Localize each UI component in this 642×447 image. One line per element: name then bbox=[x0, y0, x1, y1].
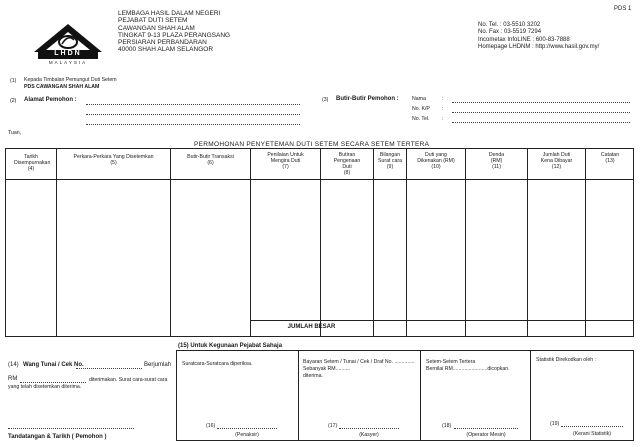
office-divider bbox=[530, 350, 531, 441]
section2-label: Alamat Pemohon : bbox=[24, 97, 77, 103]
salutation: Tuan, bbox=[8, 130, 22, 136]
col-label: Tarikh Disempurnakan bbox=[14, 154, 51, 166]
col-label: Perkara-Perkara Yang Disetemkan bbox=[73, 154, 154, 160]
col-divider bbox=[585, 148, 586, 337]
section14-number: (14) bbox=[8, 362, 19, 368]
applicant-signature-label: Tandatangan & Tarikh ( Pemohon ) bbox=[8, 434, 107, 440]
col-num: (12) bbox=[551, 164, 562, 170]
cashier-box-text: Bayaran Setem / Tunai / Cek / Draf No. .............. Sebanyak RM.......... bbox=[303, 359, 415, 372]
col-num: (4) bbox=[27, 166, 35, 172]
machine-box-text: Setem-Setem Tertera bbox=[426, 359, 476, 365]
received-text: diterimakan. Surat cara-surat cara bbox=[89, 377, 168, 383]
section14-label: Wang Tunai / Cek No. bbox=[23, 362, 84, 368]
cashier-signature-field[interactable] bbox=[339, 428, 399, 429]
col-num: (10) bbox=[431, 164, 441, 170]
col-header-instrument-count bbox=[374, 152, 406, 170]
office-line: PEJABAT DUTI SETEM bbox=[118, 17, 188, 25]
col-num: (11) bbox=[492, 164, 501, 170]
col-header-transaction bbox=[171, 154, 250, 166]
col-divider bbox=[250, 148, 251, 337]
applicant-name-label: Nama bbox=[412, 96, 426, 102]
col-label: Penilaian Untuk Mengira Duti bbox=[267, 152, 304, 164]
cheque-number-field[interactable] bbox=[76, 368, 142, 369]
col-divider bbox=[320, 148, 321, 337]
contact-line: No. Fax : 03-5519 7294 bbox=[478, 29, 542, 36]
statistics-clerk-role: (Kerani Statistik) bbox=[572, 431, 612, 437]
logo-initials: LHDN bbox=[54, 50, 82, 57]
machine-box-num: (18) bbox=[442, 423, 452, 429]
col-divider bbox=[465, 148, 466, 337]
col-divider bbox=[406, 148, 407, 337]
col-divider bbox=[527, 148, 528, 337]
col-divider bbox=[373, 148, 374, 337]
col-header-remarks bbox=[586, 152, 634, 164]
office-use-title: (15) Untuk Kegunaan Pejabat Sahaja bbox=[178, 343, 283, 349]
colon: : bbox=[442, 106, 444, 112]
applicant-name-field[interactable] bbox=[452, 102, 630, 103]
col-label: Bilangan Surat cara bbox=[378, 152, 402, 164]
assessor-box-num: (16) bbox=[206, 423, 216, 429]
office-line: LEMBAGA HASIL DALAM NEGERI bbox=[118, 10, 221, 17]
contact-line: No. Tel. : 03-5510 3202 bbox=[478, 22, 541, 28]
address-line-2[interactable] bbox=[86, 114, 300, 115]
col-label: Jumlah Duti Kena Dibayar bbox=[540, 152, 573, 164]
lhdn-logo bbox=[32, 22, 104, 66]
col-label: Denda (RM) bbox=[488, 152, 505, 164]
colon: : bbox=[442, 96, 444, 102]
office-divider bbox=[420, 350, 421, 441]
col-header-duty-details bbox=[321, 152, 373, 176]
applicant-ic-field[interactable] bbox=[452, 112, 630, 113]
colon: : bbox=[442, 116, 444, 122]
col-header-valuation bbox=[251, 152, 320, 170]
statistics-clerk-signature-field[interactable] bbox=[561, 426, 623, 427]
cashier-box-text2: diterima. bbox=[303, 373, 323, 379]
col-num: (9) bbox=[386, 164, 394, 170]
office-divider bbox=[298, 350, 299, 441]
table-total-divider bbox=[250, 320, 634, 321]
applicant-tel-label: No. Tel. bbox=[412, 116, 430, 122]
col-num: (13) bbox=[605, 158, 615, 164]
statistics-box-num: (19) bbox=[550, 421, 560, 427]
machine-box-text2: Bernilai RM........................dicopkan. bbox=[426, 366, 510, 372]
rm-label: RM bbox=[8, 376, 18, 382]
office-line: TINGKAT 9-13 PLAZA PERANGSANG bbox=[118, 31, 231, 39]
section1-line2: PDS CAWANGAN SHAH ALAM bbox=[24, 84, 100, 90]
col-header-date bbox=[6, 154, 56, 172]
address-line-1[interactable] bbox=[86, 104, 300, 105]
col-header-penalty bbox=[466, 152, 527, 170]
cashier-role: (Kasyer) bbox=[359, 432, 379, 438]
applicant-tel-field[interactable] bbox=[452, 122, 630, 123]
section3-number: (3) bbox=[322, 97, 329, 103]
contact-line: Homepage LHDNM : http://www.hasil.gov.my/ bbox=[478, 43, 600, 50]
col-header-items bbox=[57, 154, 170, 166]
amount-word: Berjumlah bbox=[144, 362, 172, 368]
received-note: yang telah disetemkan diterima. bbox=[8, 384, 82, 390]
col-num: (7) bbox=[282, 164, 289, 170]
applicant-signature-field[interactable] bbox=[8, 428, 134, 429]
col-divider bbox=[56, 148, 57, 337]
col-label: Butir-Butir Transaksi bbox=[187, 154, 234, 160]
col-num: (8) bbox=[343, 170, 351, 176]
logo-country: MALAYSIA bbox=[48, 60, 88, 65]
assessor-box-text: Suratcara-Suratcara diperiksa. bbox=[182, 361, 253, 367]
col-header-total-payable bbox=[528, 152, 585, 170]
col-label: Butiran Pengenaan Duti bbox=[333, 152, 361, 170]
address-line-3[interactable] bbox=[86, 124, 300, 125]
col-num: (5) bbox=[110, 160, 117, 166]
operator-role: (Operator Mesin) bbox=[466, 432, 506, 438]
operator-signature-field[interactable] bbox=[454, 428, 518, 429]
form-id: PDS 1 bbox=[614, 6, 632, 12]
amount-field[interactable] bbox=[20, 382, 86, 383]
office-line: PERSIARAN PERBANDARAN bbox=[118, 39, 207, 47]
office-address bbox=[118, 10, 230, 54]
cashier-box-num: (17) bbox=[328, 423, 338, 429]
col-label: Duti yang Dikenakan (RM) bbox=[417, 152, 455, 164]
table-title: PERMOHONAN PENYETEMAN DUTI SETEM SECARA SETEM TERTERA bbox=[194, 141, 430, 148]
col-num: (6) bbox=[207, 160, 214, 166]
statistics-box-text: Statistik Direkodkan oleh : bbox=[536, 357, 596, 363]
contact-line: Incometax InfoLINE : 600-83-7888 bbox=[478, 36, 570, 43]
applicant-ic-label: No. K/P bbox=[412, 106, 430, 112]
total-label: JUMLAH BESAR bbox=[287, 324, 336, 330]
col-divider bbox=[170, 148, 171, 337]
assessor-signature-field[interactable] bbox=[217, 428, 277, 429]
assessor-role: (Penaksir) bbox=[235, 432, 259, 438]
office-line: 40000 SHAH ALAM SELANGOR bbox=[118, 46, 214, 54]
contact-info bbox=[478, 22, 599, 51]
section1-number: (1) bbox=[10, 78, 17, 84]
office-line: CAWANGAN SHAH ALAM bbox=[118, 24, 195, 32]
col-label: Catatan bbox=[600, 152, 620, 158]
col-header-duty-charged bbox=[407, 152, 465, 170]
section2-number: (2) bbox=[10, 98, 17, 104]
section1-line1: Kepada Timbalan Pemungut Duti Setem bbox=[24, 77, 117, 83]
section3-label: Butir-Butir Pemohon : bbox=[336, 96, 399, 102]
